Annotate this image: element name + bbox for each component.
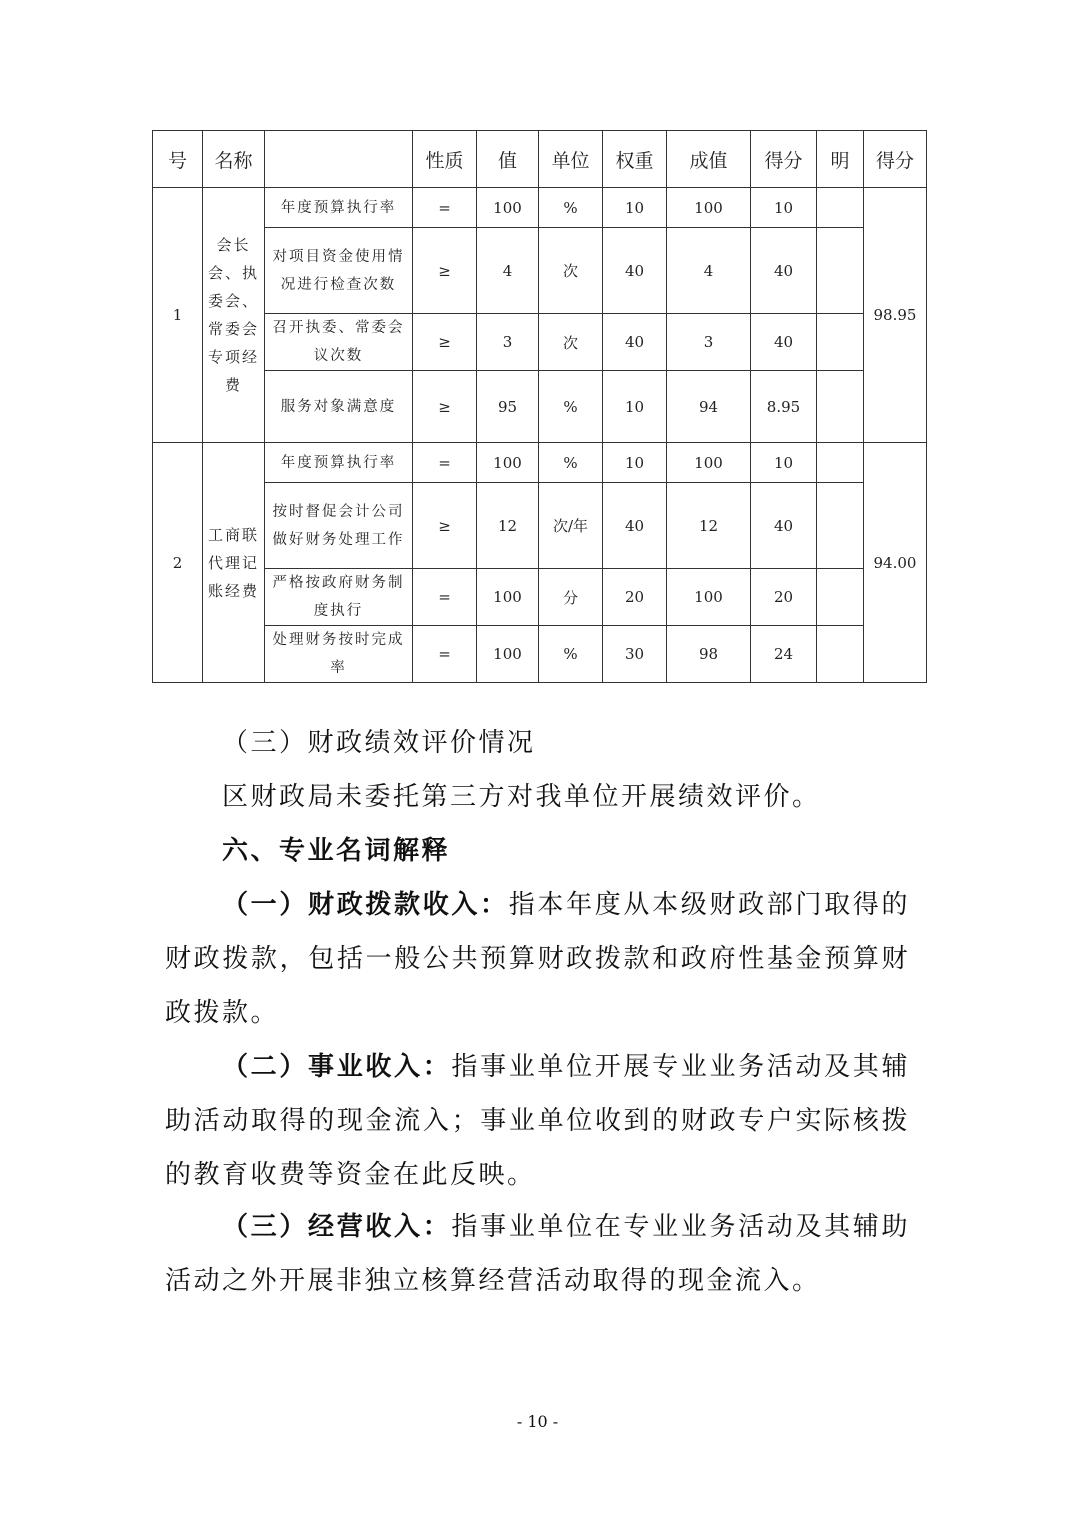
indicator-note [817, 626, 864, 683]
indicator-note [817, 569, 864, 626]
indicator-unit: % [539, 188, 603, 228]
header-cell: 性质 [413, 131, 477, 188]
indicator-actual: 94 [667, 371, 751, 443]
indicator-actual: 3 [667, 314, 751, 371]
project-name: 会长会、执委会、常委会专项经费 [203, 188, 265, 443]
project-total-score: 98.95 [864, 188, 927, 443]
header-cell: 得分 [751, 131, 817, 188]
table-header-row [153, 131, 927, 188]
table-row [153, 443, 927, 483]
header-cell: 明 [817, 131, 864, 188]
indicator-unit: 次 [539, 314, 603, 371]
table-row [153, 371, 927, 443]
indicator-name: 召开执委、常委会议次数 [265, 314, 413, 371]
indicator-target: 12 [477, 483, 539, 569]
indicator-weight: 10 [603, 188, 667, 228]
header-cell: 权重 [603, 131, 667, 188]
table-row [153, 569, 927, 626]
indicator-name: 年度预算执行率 [265, 443, 413, 483]
table-row [153, 188, 927, 228]
indicator-op: ≥ [413, 314, 477, 371]
indicator-op: ≥ [413, 228, 477, 314]
term-item [165, 1200, 910, 1308]
indicator-note [817, 371, 864, 443]
term-text: 指本年度从本级财政部门取得的财政拨款，包括一般公共预算财政拨款和政府性基金预算财政拨款。 [165, 890, 910, 1028]
indicator-op: ≥ [413, 371, 477, 443]
project-name: 工商联代理记账经费 [203, 443, 265, 683]
indicator-target: 3 [477, 314, 539, 371]
project-no: 2 [153, 443, 203, 683]
term-item [165, 878, 910, 1040]
indicator-actual: 100 [667, 569, 751, 626]
term-text: 指事业单位开展专业业务活动及其辅助活动取得的现金流入；事业单位收到的财政专户实际核拨的教育收费等资金在此反映。 [165, 1052, 910, 1190]
indicator-score: 40 [751, 314, 817, 371]
indicator-op: = [413, 569, 477, 626]
indicator-name: 严格按政府财务制度执行 [265, 569, 413, 626]
indicator-note [817, 188, 864, 228]
indicator-unit: % [539, 626, 603, 683]
indicator-target: 4 [477, 228, 539, 314]
indicator-op: = [413, 443, 477, 483]
indicator-note [817, 228, 864, 314]
eval-text: 区财政局未委托第三方对我单位开展绩效评价。 [222, 782, 821, 812]
indicator-weight: 10 [603, 443, 667, 483]
indicator-note [817, 483, 864, 569]
table-row [153, 626, 927, 683]
indicator-score: 8.95 [751, 371, 817, 443]
indicator-unit: % [539, 371, 603, 443]
indicator-target: 100 [477, 626, 539, 683]
indicator-weight: 30 [603, 626, 667, 683]
header-cell: 得分 [864, 131, 927, 188]
table-row [153, 483, 927, 569]
term-label: （三）经营收入： [222, 1212, 452, 1242]
indicator-weight: 40 [603, 483, 667, 569]
page-number: - 10 - [516, 1412, 559, 1431]
header-cell: 名称 [203, 131, 265, 188]
indicator-name: 按时督促会计公司做好财务处理工作 [265, 483, 413, 569]
term-label: （一）财政拨款收入： [222, 890, 509, 920]
header-cell: 值 [477, 131, 539, 188]
indicator-score: 24 [751, 626, 817, 683]
indicator-op: = [413, 188, 477, 228]
indicator-actual: 4 [667, 228, 751, 314]
indicator-op: = [413, 626, 477, 683]
indicator-actual: 12 [667, 483, 751, 569]
terms-heading: 六、专业名词解释 [222, 836, 451, 866]
indicator-unit: 次/年 [539, 483, 603, 569]
indicator-actual: 100 [667, 443, 751, 483]
term-item [165, 1040, 910, 1202]
indicator-target: 100 [477, 569, 539, 626]
indicator-weight: 40 [603, 314, 667, 371]
indicator-actual: 100 [667, 188, 751, 228]
indicator-note [817, 314, 864, 371]
header-cell: 单位 [539, 131, 603, 188]
term-text: 指事业单位在专业业务活动及其辅助活动之外开展非独立核算经营活动取得的现金流入。 [165, 1212, 910, 1296]
indicator-note [817, 443, 864, 483]
indicator-weight: 10 [603, 371, 667, 443]
indicator-name: 处理财务按时完成率 [265, 626, 413, 683]
indicator-target: 95 [477, 371, 539, 443]
indicator-name: 年度预算执行率 [265, 188, 413, 228]
indicator-unit: 次 [539, 228, 603, 314]
eval-heading: （三）财政绩效评价情况 [222, 728, 536, 758]
indicator-target: 100 [477, 188, 539, 228]
indicator-score: 40 [751, 483, 817, 569]
indicator-score: 10 [751, 443, 817, 483]
performance-table [152, 130, 927, 683]
indicator-unit: % [539, 443, 603, 483]
table-row [153, 228, 927, 314]
indicator-target: 100 [477, 443, 539, 483]
project-total-score: 94.00 [864, 443, 927, 683]
indicator-actual: 98 [667, 626, 751, 683]
table-row [153, 314, 927, 371]
indicator-score: 20 [751, 569, 817, 626]
header-cell [265, 131, 413, 188]
indicator-unit: 分 [539, 569, 603, 626]
indicator-score: 40 [751, 228, 817, 314]
header-cell: 成值 [667, 131, 751, 188]
indicator-score: 10 [751, 188, 817, 228]
indicator-name: 服务对象满意度 [265, 371, 413, 443]
indicator-name: 对项目资金使用情况进行检查次数 [265, 228, 413, 314]
indicator-weight: 40 [603, 228, 667, 314]
indicator-weight: 20 [603, 569, 667, 626]
project-no: 1 [153, 188, 203, 443]
header-cell: 号 [153, 131, 203, 188]
indicator-op: ≥ [413, 483, 477, 569]
term-label: （二）事业收入： [222, 1052, 452, 1082]
